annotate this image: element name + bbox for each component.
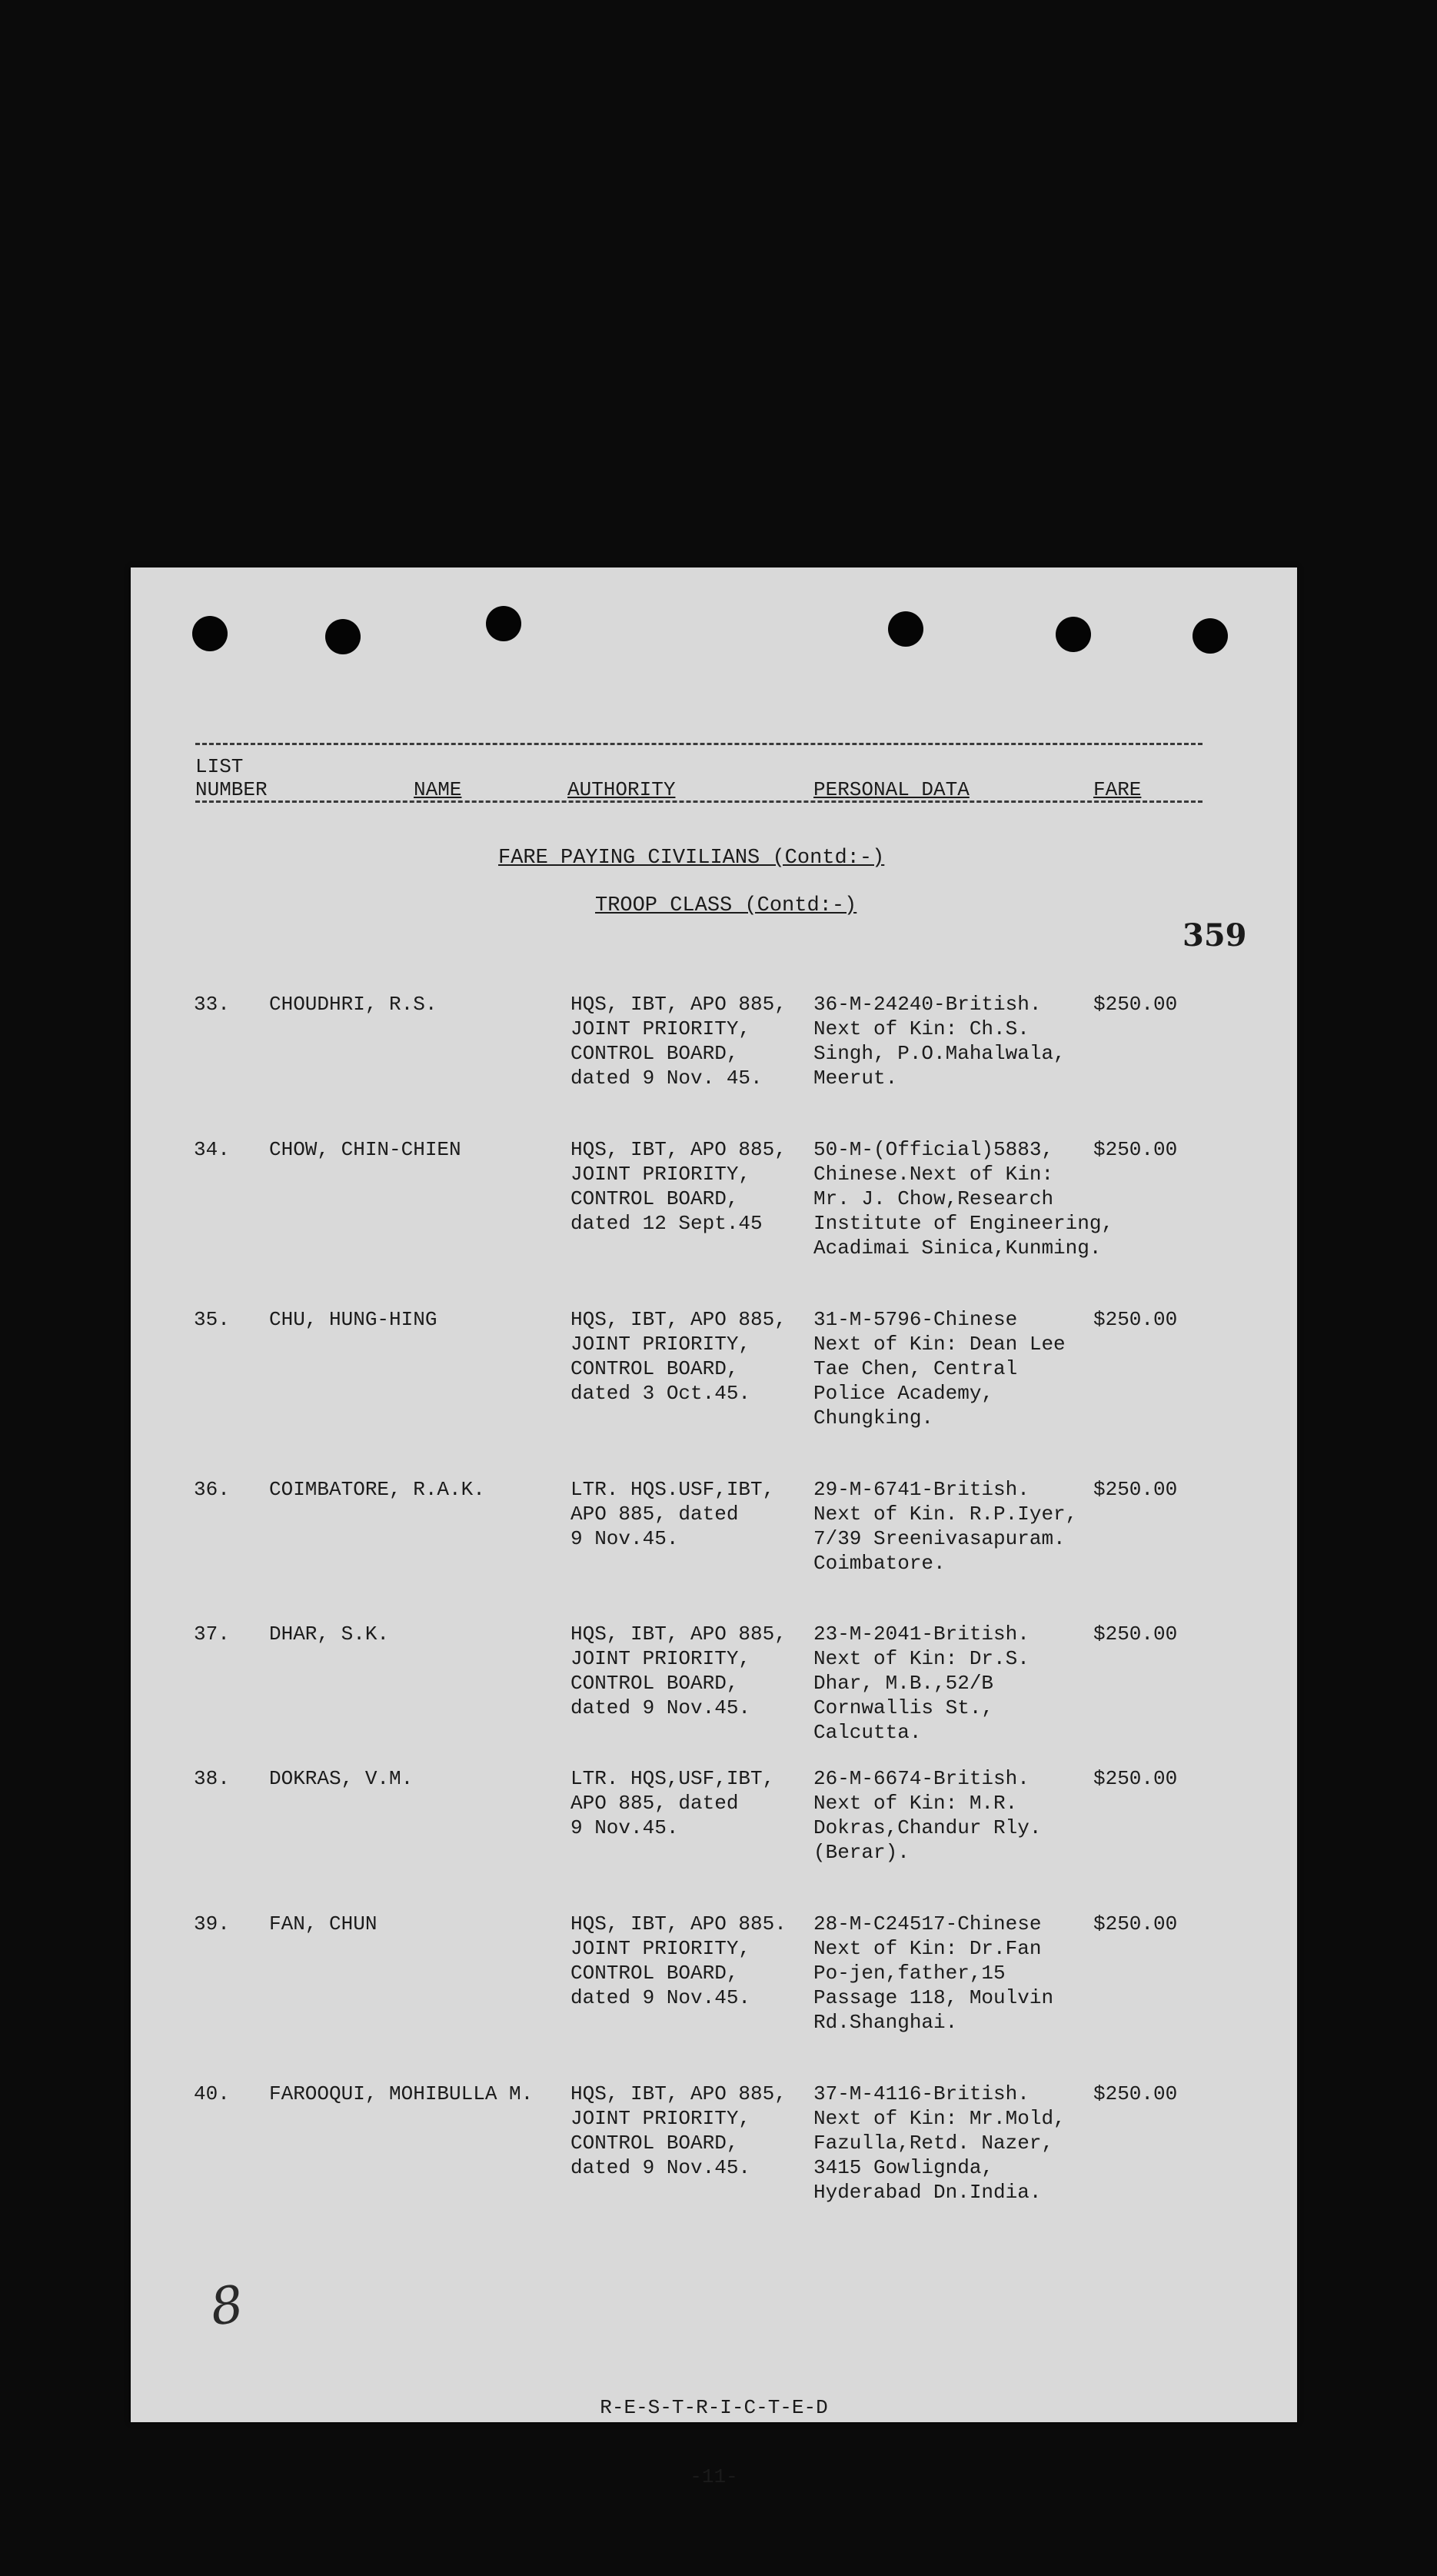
- entry-name: DOKRAS, V.M.: [269, 1767, 414, 1790]
- entry-name: CHOW, CHIN-CHIEN: [269, 1138, 461, 1161]
- entry-fare: $250.00: [1093, 2082, 1178, 2105]
- entry-personal-data: 23-M-2041-British. Next of Kin: Dr.S. Dhar, M.B.,52/B Cornwallis St., Calcutta.: [813, 1622, 1030, 1744]
- punch-hole-2: [325, 619, 361, 654]
- subsection-title: TROOP CLASS (Contd:-): [595, 894, 857, 917]
- entry-authority: HQS, IBT, APO 885, JOINT PRIORITY, CONTROL BOARD, dated 9 Nov. 45.: [570, 993, 787, 1090]
- entry-fare: $250.00: [1093, 1912, 1178, 1935]
- page-stamp-number: 359: [1183, 917, 1247, 954]
- entry-fare: $250.00: [1093, 1767, 1178, 1790]
- section-title: FARE PAYING CIVILIANS (Contd:-): [498, 847, 885, 870]
- punch-hole-3: [486, 606, 521, 641]
- entry-number: 38.: [194, 1767, 230, 1790]
- entry-personal-data: 37-M-4116-British. Next of Kin: Mr.Mold, Fazulla,Retd. Nazer, 3415 Gowlignda, Hyderabad Dn.India.: [813, 2082, 1066, 2204]
- col-header-authority: AUTHORITY: [567, 778, 676, 801]
- entry-personal-data: 29-M-6741-British. Next of Kin. R.P.Iyer, 7/39 Sreenivasapuram. Coimbatore.: [813, 1478, 1078, 1575]
- entry-fare: $250.00: [1093, 1308, 1178, 1331]
- entry-personal-data: 26-M-6674-British. Next of Kin: M.R. Dokras,Chandur Rly. (Berar).: [813, 1767, 1042, 1864]
- entry-authority: HQS, IBT, APO 885, JOINT PRIORITY, CONTROL BOARD, dated 9 Nov.45.: [570, 1622, 787, 1719]
- entry-name: FAN, CHUN: [269, 1912, 378, 1935]
- entry-number: 40.: [194, 2082, 230, 2105]
- entry-number: 39.: [194, 1912, 230, 1935]
- restricted-label: R-E-S-T-R-I-C-T-E-D: [600, 2396, 828, 2419]
- entry-name: FAROOQUI, MOHIBULLA M.: [269, 2082, 534, 2105]
- header-rule-top: [195, 743, 1202, 745]
- entry-authority: HQS, IBT, APO 885. JOINT PRIORITY, CONTROL BOARD, dated 9 Nov.45.: [570, 1912, 787, 2009]
- entry-authority: HQS, IBT, APO 885, JOINT PRIORITY, CONTROL BOARD, dated 3 Oct.45.: [570, 1308, 787, 1405]
- col-header-fare: FARE: [1093, 778, 1142, 801]
- punch-hole-4: [888, 611, 923, 647]
- entry-authority: HQS, IBT, APO 885, JOINT PRIORITY, CONTROL BOARD, dated 9 Nov.45.: [570, 2082, 787, 2179]
- entry-name: CHU, HUNG-HING: [269, 1308, 437, 1331]
- entry-fare: $250.00: [1093, 1478, 1178, 1501]
- entry-number: 35.: [194, 1308, 230, 1331]
- entry-name: DHAR, S.K.: [269, 1622, 390, 1646]
- footer-page-number: -11-: [690, 2465, 738, 2488]
- handwritten-mark: 8: [206, 2274, 248, 2338]
- entry-name: CHOUDHRI, R.S.: [269, 993, 437, 1016]
- punch-hole-1: [192, 616, 228, 651]
- header-rule-bottom: [195, 800, 1202, 803]
- entry-fare: $250.00: [1093, 993, 1178, 1016]
- punch-hole-6: [1193, 618, 1228, 654]
- entry-personal-data: 36-M-24240-British. Next of Kin: Ch.S. Singh, P.O.Mahalwala, Meerut.: [813, 993, 1066, 1090]
- punch-hole-5: [1056, 617, 1091, 652]
- entry-authority: LTR. HQS,USF,IBT, APO 885, dated 9 Nov.45.: [570, 1767, 775, 1839]
- entry-fare: $250.00: [1093, 1622, 1178, 1646]
- entry-authority: LTR. HQS.USF,IBT, APO 885, dated 9 Nov.45.: [570, 1478, 775, 1550]
- entry-number: 37.: [194, 1622, 230, 1646]
- entry-personal-data: 50-M-(Official)5883, Chinese.Next of Kin: Mr. J. Chow,Research Institute of Engineering, Acadimai Sinica,Kunming.: [813, 1138, 1114, 1260]
- entry-number: 33.: [194, 993, 230, 1016]
- document-page: [131, 567, 1297, 2488]
- col-header-list-number: LIST NUMBER: [195, 755, 268, 801]
- entry-number: 34.: [194, 1138, 230, 1161]
- entry-personal-data: 28-M-C24517-Chinese Next of Kin: Dr.Fan Po-jen,father,15 Passage 118, Moulvin Rd.Shanghai.: [813, 1912, 1054, 2034]
- col-header-personal-data: PERSONAL DATA: [813, 778, 970, 801]
- entry-name: COIMBATORE, R.A.K.: [269, 1478, 485, 1501]
- footer-restricted: [131, 2350, 1297, 2534]
- entry-number: 36.: [194, 1478, 230, 1501]
- col-header-name: NAME: [414, 778, 462, 801]
- entry-fare: $250.00: [1093, 1138, 1178, 1161]
- entry-personal-data: 31-M-5796-Chinese Next of Kin: Dean Lee Tae Chen, Central Police Academy, Chungking.: [813, 1308, 1066, 1429]
- entry-authority: HQS, IBT, APO 885, JOINT PRIORITY, CONTROL BOARD, dated 12 Sept.45: [570, 1138, 787, 1235]
